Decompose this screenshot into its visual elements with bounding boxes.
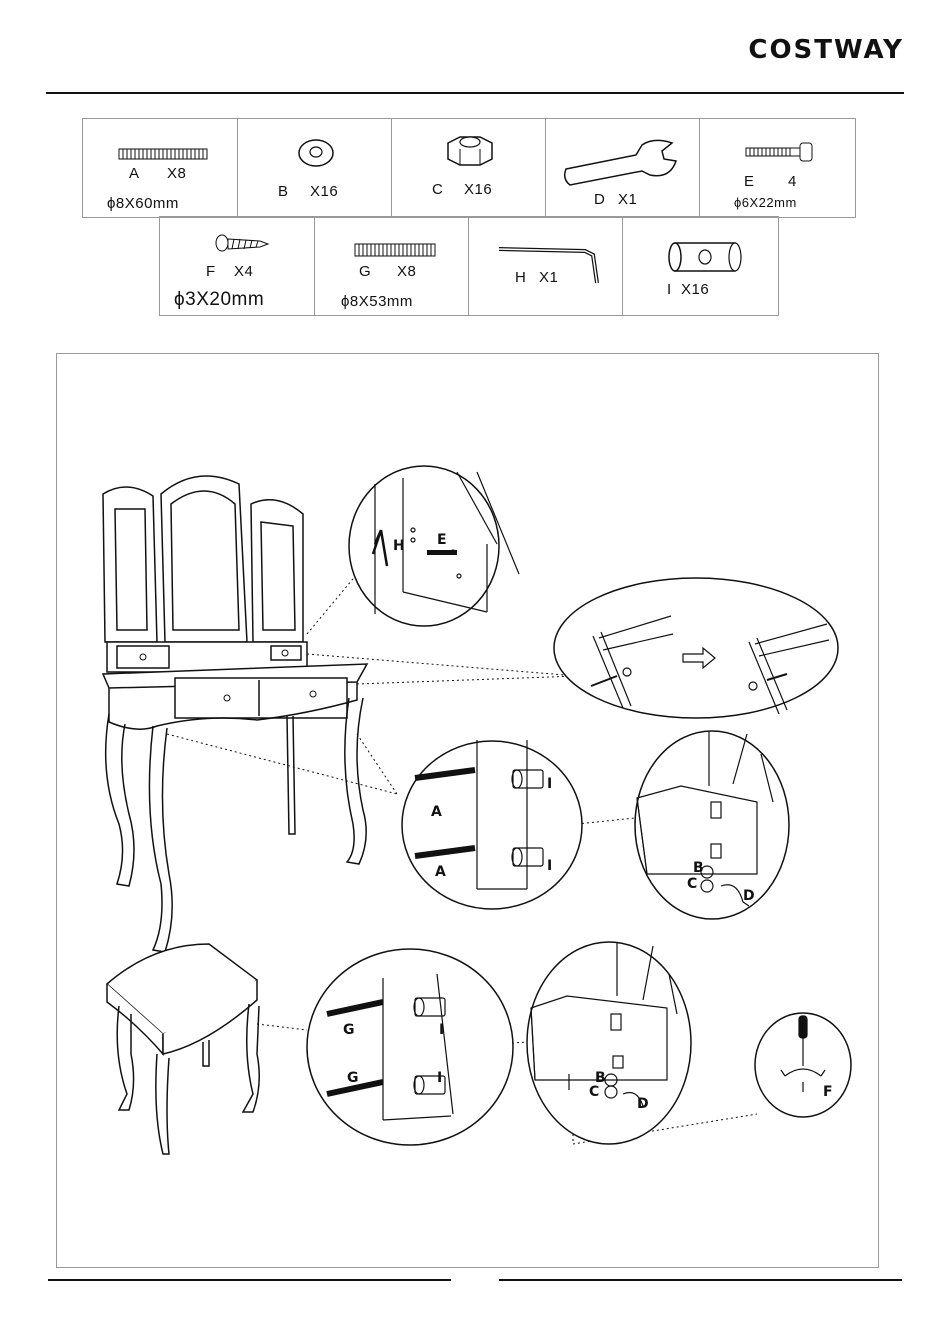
callout-i1-label: I [547,776,553,792]
part-b [238,119,392,217]
part-g-qty: X8 [397,263,417,280]
callout-g1-label: G [343,1022,355,1038]
part-f-qty: X4 [234,263,254,280]
brand-logo: COSTWAY [748,35,904,65]
callout-i3-label: I [439,1022,445,1038]
callout-b-label: B [693,860,704,876]
part-h-qty: X1 [539,269,559,286]
footer-rule-right [499,1279,902,1281]
part-g-size: ϕ8X53mm [341,293,413,310]
part-i [623,217,778,315]
callout-c-label: C [687,876,698,892]
header-rule [46,92,904,94]
part-h-label: H [515,269,527,286]
callout-h-label: H [393,538,405,554]
part-i-label: I [667,281,672,298]
part-c-qty: X16 [464,181,493,198]
barrel-nut-icon [623,217,778,315]
footer-rule-left [48,1279,451,1281]
callout-c2-label: C [589,1084,600,1100]
part-c [392,119,546,217]
callout-f-label: F [823,1084,833,1100]
part-g-label: G [359,263,372,280]
part-e [700,119,855,217]
parts-row-2 [159,216,779,316]
assembly-diagram [56,353,879,1268]
callout-g2-label: G [347,1070,359,1086]
callout-d-label: D [743,888,755,904]
part-a [83,119,238,217]
callout-d2-label: D [637,1096,649,1112]
part-e-size: ϕ6X22mm [734,195,797,210]
part-b-label: B [278,183,289,200]
washer-icon [238,119,392,217]
part-e-label: E [744,173,755,190]
callout-i4-label: I [437,1070,443,1086]
part-a-qty: X8 [167,165,187,182]
part-g [315,217,469,315]
part-a-size: ϕ8X60mm [107,195,179,212]
part-a-label: A [129,165,140,182]
part-b-qty: X16 [310,183,339,200]
part-h [469,217,623,315]
part-f [160,217,315,315]
callout-a1-label: A [431,804,442,820]
nut-icon [392,119,546,217]
callout-e-label: E [437,532,447,548]
part-f-label: F [206,263,216,280]
part-i-qty: X16 [681,281,710,298]
callout-mirror-bracket [349,466,499,626]
part-e-qty: 4 [788,173,797,190]
part-f-size: ϕ3X20mm [174,289,265,310]
part-d [546,119,700,217]
part-d-label: D [594,191,606,208]
assembly-illustration [57,354,880,1269]
callout-i2-label: I [547,858,553,874]
callout-leg-bolts [402,741,582,909]
part-c-label: C [432,181,444,198]
callout-stool-bolts [307,949,513,1145]
callout-corner-fix [635,731,789,919]
allen-key-icon [469,217,623,315]
callout-b2-label: B [595,1070,606,1086]
parts-row-1 [82,118,856,218]
callout-a2-label: A [435,864,446,880]
part-d-qty: X1 [618,191,638,208]
vanity-mirror [103,487,157,642]
